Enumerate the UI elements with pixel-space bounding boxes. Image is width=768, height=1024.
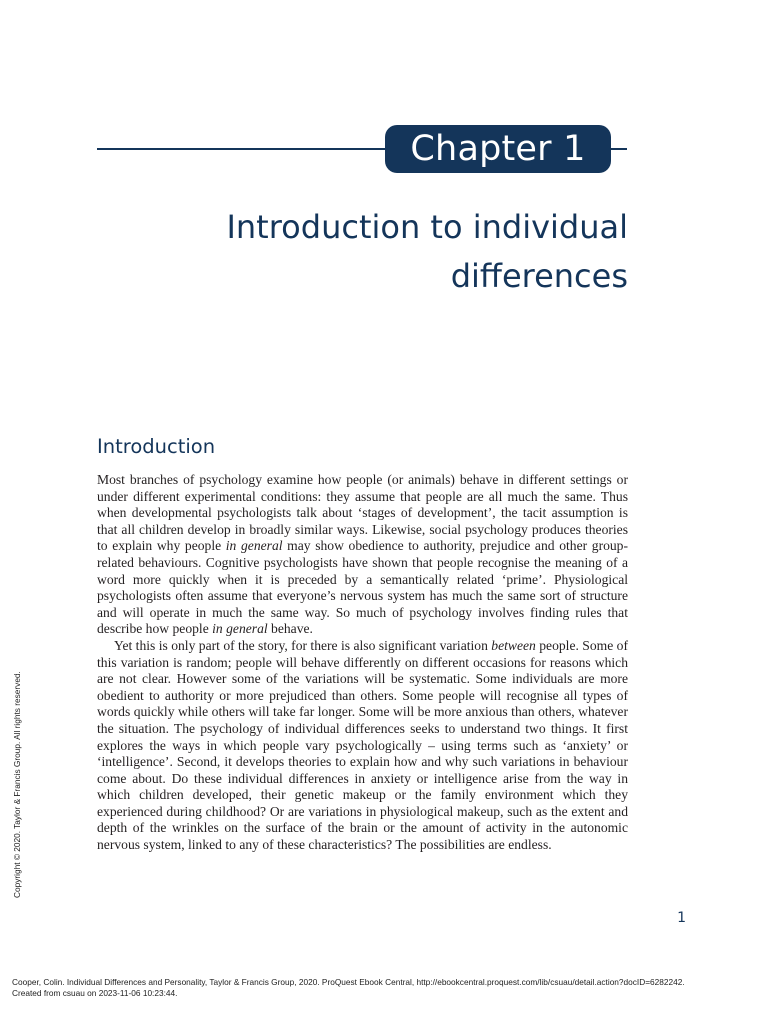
chapter-title-line1: Introduction to individual (226, 208, 628, 246)
paragraph (97, 638, 628, 854)
chapter-title-line2: differences (450, 257, 628, 295)
paragraph-text: Most branches of psychology examine how people (or animals) behave in different settings or under different experimental conditions: they assume that people are all much the same. Thus when developmental psychologists talk about ‘stages of development’, the tacit assumption is that all children develop in broadly similar ways. Likewise, social psychology produces theories to explain why people (97, 472, 628, 554)
section-heading: Introduction (97, 435, 216, 458)
paragraph-text: behave. (267, 621, 313, 637)
emphasis: between (491, 637, 536, 653)
footer-citation (12, 977, 762, 999)
paragraph-text: Yet this is only part of the story, for there is also significant variation (114, 637, 492, 653)
body-text (97, 472, 628, 854)
footer-citation-line1: Cooper, Colin. Individual Differences and Personality, Taylor & Francis Group, 2020. ProQuest Ebook Central, http://ebookcentral.proquest.com/lib/csuau/detail.action?docID=6282242. (12, 977, 685, 987)
emphasis: in general (212, 621, 268, 637)
emphasis: in general (225, 538, 283, 554)
chapter-title (68, 203, 628, 301)
chapter-badge: Chapter 1 (385, 125, 611, 173)
footer-citation-line2: Created from csuau on 2023-11-06 10:23:44. (12, 988, 178, 998)
page-number: 1 (677, 910, 686, 926)
paragraph-text: people. Some of this variation is random; people will behave differently on different occasions for reasons which are not clear. However some of the variations will be systematic. Some individuals are more obedient to authority or more prejudiced than others. Some people will recognise all types of words quickly while others will take far longer. Some will be more anxious than others, whatever the situation. The psychology of individual differences seeks to understand two things. It first explores the ways in which people vary psychologically – using terms such as ‘anxiety’ or ‘intelligence’. Second, it develops theories to explain how and why such variations in behaviour come about. Do these individual differences in anxiety or intelligence arise from the way in which children developed, their genetic makeup or the family environment which they experienced during childhood? Or are variations in physiological makeup, such as the extent and depth of the wrinkles on the surface of the brain or the amount of activity in the autonomic nervous system, linked to any of these characteristics? The possibilities are endless. (97, 637, 628, 853)
paragraph (97, 472, 628, 638)
side-copyright-notice: Copyright © 2020. Taylor & Francis Group. All rights reserved. (12, 671, 22, 898)
paragraph-text: may show obedience to authority, prejudice and other group-related behaviours. Cognitive psychologists have shown that people recognise the meaning of a word more quickly when it is preceded by a semantically related ‘prime’. Physiological psychologists often assume that everyone’s nervous system has much the same sort of structure and will operate in much the same way. So much of psychology involves finding rules that describe how people (97, 538, 629, 637)
